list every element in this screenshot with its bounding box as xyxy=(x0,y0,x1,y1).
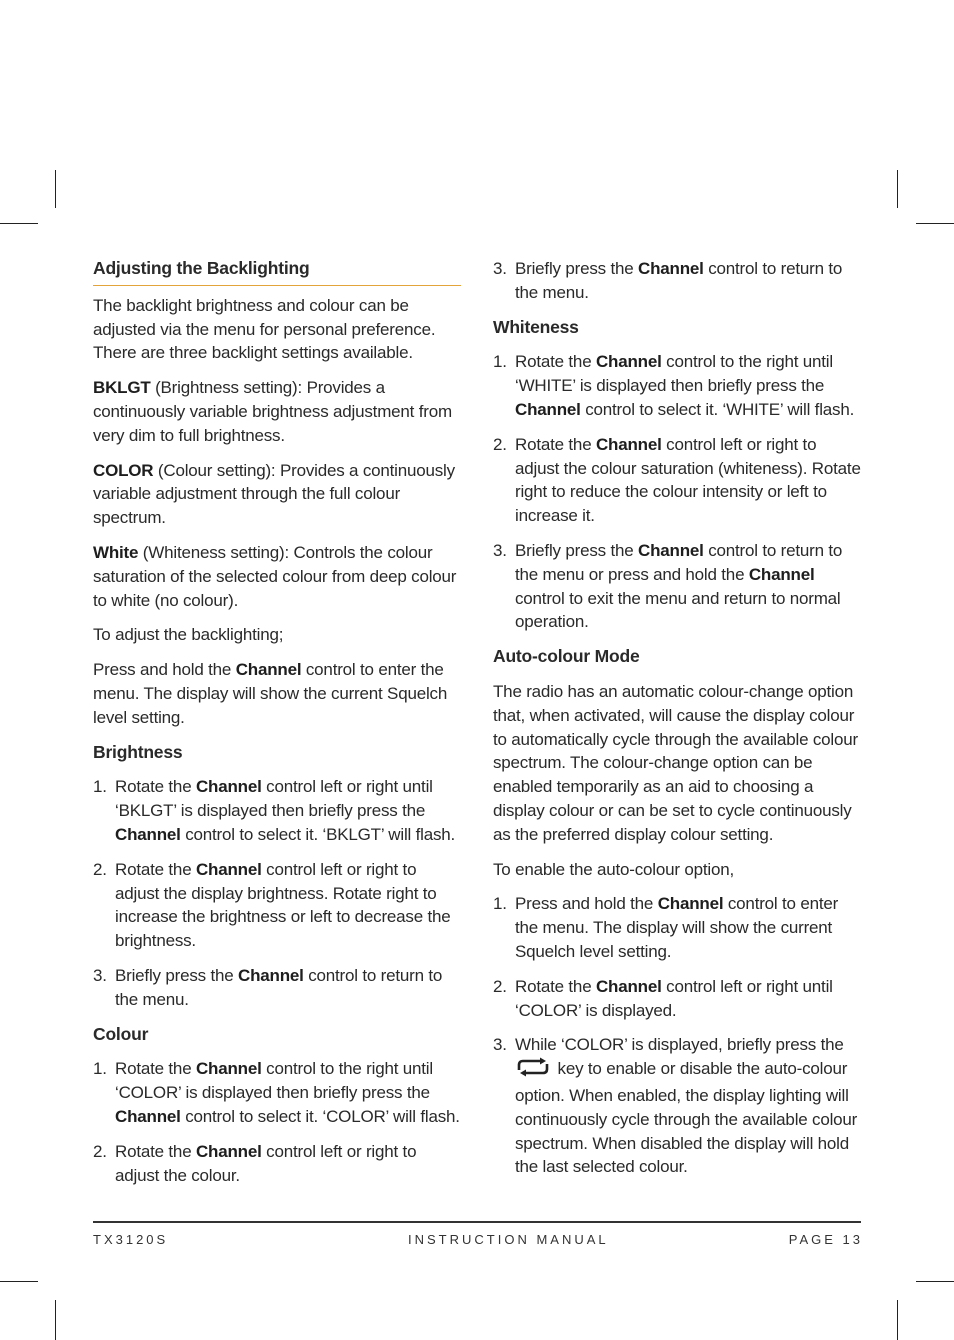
text-run: Press and hold the xyxy=(93,660,236,680)
step-number: 2. xyxy=(493,434,507,454)
autocolour-intro: The radio has an automatic colour-change option that, when activated, will cause the display colour to automatically cycle through the available colour spectrum. The colour-change option can be enabled temporarily as an aid to choosing a display colour or can be set to cycle continuously as the preferred display colour setting. xyxy=(493,681,858,844)
channel-term: Channel xyxy=(657,894,724,914)
color-paragraph xyxy=(93,459,461,530)
text-run: Rotate the xyxy=(115,1059,196,1079)
bklgt-paragraph xyxy=(93,376,461,447)
crop-mark xyxy=(0,1281,38,1282)
text-run: control left or right to adjust the colour. xyxy=(115,1141,417,1185)
step-number: 1. xyxy=(493,894,507,914)
list-item xyxy=(493,433,863,528)
white-paragraph xyxy=(93,541,461,612)
crop-mark xyxy=(916,223,954,224)
brightness-steps xyxy=(93,775,461,1011)
brightness-heading: Brightness xyxy=(93,741,183,762)
color-description: (Colour setting): Provides a continuously variable adjustment through the full colour spectrum. xyxy=(93,460,455,528)
autocolour-steps xyxy=(493,892,863,1179)
colour-steps-continued xyxy=(493,257,863,305)
enable-intro: To enable the auto-colour option, xyxy=(493,859,735,879)
colour-heading: Colour xyxy=(93,1023,149,1044)
text-run: control to the right until ‘COLOR’ is displayed then briefly press the xyxy=(115,1059,433,1103)
text-run: Press and hold the xyxy=(515,894,658,914)
crop-mark xyxy=(55,170,56,208)
cycle-key-icon xyxy=(515,1057,551,1084)
colour-steps xyxy=(93,1057,461,1187)
step-number: 2. xyxy=(93,1141,107,1161)
autocolour-heading: Auto-colour Mode xyxy=(493,646,640,667)
channel-term: Channel xyxy=(195,777,262,797)
intro-paragraph: The backlight brightness and colour can be adjusted via the menu for personal preference. There are three backlight settings available. xyxy=(93,295,436,363)
text-run: Briefly press the xyxy=(515,540,639,560)
bklgt-description: (Brightness setting): Provides a continuously variable brightness adjustment from very dim to full brightness. xyxy=(93,378,452,445)
list-item xyxy=(93,775,461,846)
channel-term: Channel xyxy=(595,434,662,454)
channel-term: Channel xyxy=(115,824,181,844)
text-run: control to return to the menu. xyxy=(115,965,443,1009)
to-adjust-paragraph: To adjust the backlighting; xyxy=(93,625,284,645)
text-run: control to exit the menu and return to normal operation. xyxy=(515,588,841,632)
list-item xyxy=(493,257,863,305)
crop-mark xyxy=(55,1300,56,1340)
text-run: Rotate the xyxy=(115,859,196,879)
channel-term: Channel xyxy=(235,660,302,680)
footer-rule xyxy=(93,1221,861,1223)
step-number: 3. xyxy=(93,965,107,985)
step-number: 2. xyxy=(93,859,107,879)
bklgt-term: BKLGT xyxy=(93,378,151,398)
step-number: 3. xyxy=(493,540,507,560)
footer-page: PAGE 13 xyxy=(788,1232,863,1247)
list-item xyxy=(493,1033,863,1179)
list-item xyxy=(93,1140,461,1188)
color-term: COLOR xyxy=(93,460,154,480)
text-run: control to select it. ‘WHITE’ will flash. xyxy=(580,399,855,419)
text-run: While ‘COLOR’ is displayed, briefly press the xyxy=(515,1035,844,1055)
text-run: control to return to the menu. xyxy=(515,259,843,302)
channel-term: Channel xyxy=(748,564,815,584)
step-number: 1. xyxy=(93,777,107,797)
text-run: control to return to the menu or press and hold the xyxy=(515,540,843,584)
step-number: 1. xyxy=(493,352,507,372)
crop-mark xyxy=(897,170,898,208)
text-run: Briefly press the xyxy=(515,259,639,278)
text-run: key to enable or disable the auto-colour option. When enabled, the display lighting will continuously cycle through the available colour spectrum. When disabled the display will hold the last selected colour. xyxy=(515,1059,858,1177)
channel-term: Channel xyxy=(595,976,662,996)
list-item xyxy=(493,539,863,634)
text-run: control to the right until ‘WHITE’ is displayed then briefly press the xyxy=(515,352,833,396)
white-description: (Whiteness setting): Controls the colour saturation of the selected colour from deep colour to white (no colour). xyxy=(93,542,457,610)
white-term: White xyxy=(93,542,139,562)
list-item xyxy=(93,964,461,1012)
text-run: control to select it. ‘COLOR’ will flash. xyxy=(180,1106,460,1126)
footer-title: INSTRUCTION MANUAL xyxy=(408,1232,609,1247)
whiteness-heading: Whiteness xyxy=(493,316,579,337)
list-item xyxy=(93,858,461,953)
step-number: 2. xyxy=(493,976,507,996)
press-hold-paragraph xyxy=(93,658,461,729)
list-item xyxy=(493,892,863,963)
channel-term: Channel xyxy=(638,540,704,560)
channel-term: Channel xyxy=(195,1141,262,1161)
channel-term: Channel xyxy=(595,352,662,372)
step-number: 3. xyxy=(493,1035,507,1055)
footer-model: TX3120S xyxy=(93,1232,169,1247)
channel-term: Channel xyxy=(515,399,581,419)
text-run: Rotate the xyxy=(515,976,596,996)
whiteness-steps xyxy=(493,350,863,634)
list-item xyxy=(493,350,863,421)
right-column xyxy=(493,257,863,1190)
text-run: control left or right until ‘BKLGT’ is displayed then briefly press the xyxy=(115,777,433,821)
text-run: control left or right to adjust the colour saturation (whiteness). Rotate right to reduce the colour intensity or left to increase it. xyxy=(515,434,861,526)
list-item xyxy=(493,975,863,1023)
list-item xyxy=(93,1057,461,1128)
channel-term: Channel xyxy=(638,259,704,278)
crop-mark xyxy=(897,1300,898,1340)
text-run: control left or right until ‘COLOR’ is displayed. xyxy=(515,976,833,1020)
channel-term: Channel xyxy=(195,859,262,879)
text-run: Rotate the xyxy=(115,777,196,797)
crop-mark xyxy=(916,1281,954,1282)
left-column xyxy=(93,257,461,1198)
text-run: Rotate the xyxy=(515,352,596,372)
text-run: Rotate the xyxy=(115,1141,196,1161)
step-number: 3. xyxy=(493,259,507,278)
crop-mark xyxy=(0,223,38,224)
text-run: Briefly press the xyxy=(115,965,239,985)
text-run: control to enter the menu. The display will show the current Squelch level setting. xyxy=(515,894,839,961)
text-run: control to select it. ‘BKLGT’ will flash. xyxy=(180,824,456,844)
text-run: control to enter the menu. The display will show the current Squelch level setting. xyxy=(93,660,448,727)
channel-term: Channel xyxy=(238,965,304,985)
step-number: 1. xyxy=(93,1059,107,1079)
section-heading-backlighting: Adjusting the Backlighting xyxy=(93,257,461,286)
channel-term: Channel xyxy=(115,1106,181,1126)
text-run: control left or right to adjust the display brightness. Rotate right to increase the brightness or left to decrease the brightness. xyxy=(115,859,451,951)
channel-term: Channel xyxy=(195,1059,262,1079)
text-run: Rotate the xyxy=(515,434,596,454)
